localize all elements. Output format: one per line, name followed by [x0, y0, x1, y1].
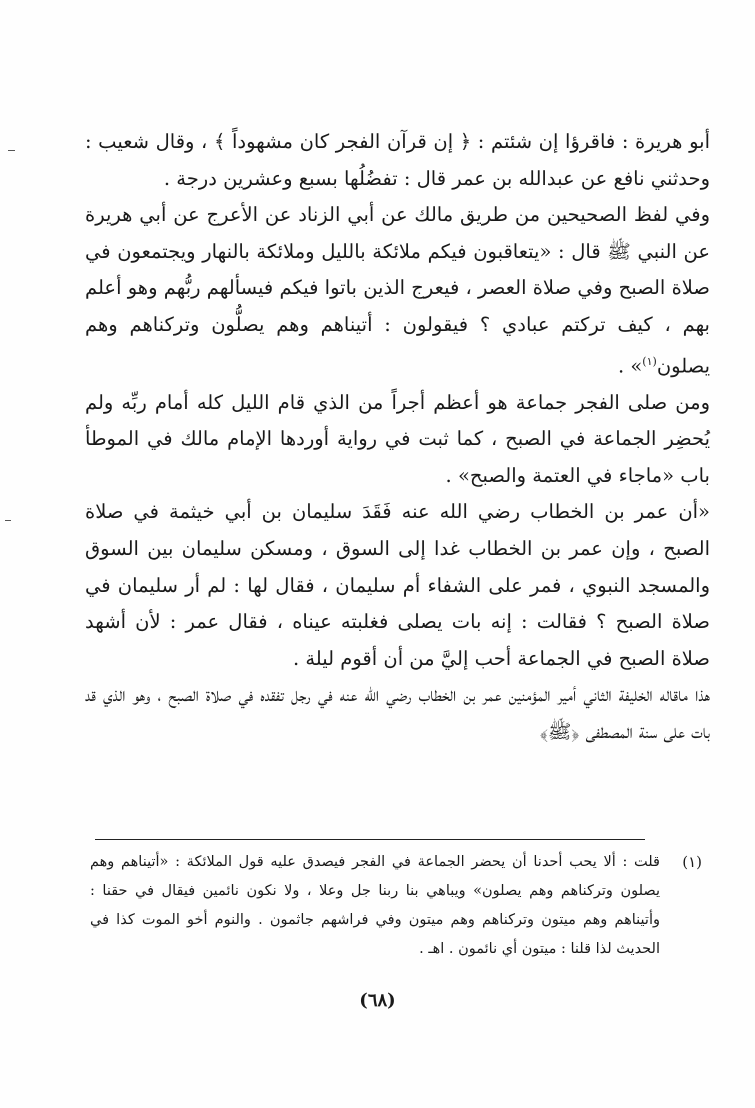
page-number: (٦٨) [359, 990, 396, 1011]
paragraph-4: «أن عمر بن الخطاب رضي الله عنه فَقَدَ سليمان بن أبي خيثمة في صلاة الصبح ، وإن عمر بن الخطاب غدا إلى السوق ، ومسكن سليمان بين السوق والمسجد النبوي ، فمر على الشفاء أم سليمان ، فقال لها : لم أر سليمان في صلاة الصبح ؟ فقالت : إنه بات يصلى فغلبته عيناه ، فقال عمر : لأن أشهد صلاة الصبح في الجماعة أحب إليَّ من أن أقوم ليلة . [85, 500, 710, 670]
margin-tick [5, 520, 11, 521]
footnote-divider [95, 839, 645, 840]
paragraph-1: أبو هريرة : فاقرؤا إن شئتم : ﴿ إن قرآن الفجر كان مشهوداً ﴾ ، وقال شعيب : وحدثني نافع عن عبدالله بن عمر قال : تفضُلُها بسبع وعشرين درجة . [85, 130, 710, 190]
paragraph-3: ومن صلى الفجر جماعة هو أعظم أجراً من الذي قام الليل كله أمام ربِّه ولم يُحضِر الجماعة في الصبح ، كما ثبت في رواية أوردها الإمام مالك في الموطأ باب «ماجاء في العتمة والصبح» . [85, 390, 710, 487]
paragraph-5: هذا ماقاله الخليفة الثاني أمير المؤمنين عمر بن الخطاب رضي الله عنه في رجل تفقده في صلاة الصبح ، وهو الذي قد بات على سنة المصطفى ﴿ﷺ﴾ [85, 683, 710, 743]
footnote-marker: (١) [682, 853, 702, 871]
footnote-reference[interactable]: (١) [642, 354, 657, 368]
main-text [85, 124, 710, 751]
paragraph-2 [85, 197, 710, 384]
footnotes [90, 848, 702, 964]
margin-tick [8, 150, 15, 151]
footnote-text: قلت : ألا يحب أحدنا أن يحضر الجماعة في الفجر فيصدق عليه قول الملائكة : «أتيناهم وهم يصلون وتركناهم وهم يصلون» ويباهي بنا ربنا جل وعلا ، ولا نكون نائمين فيقال في حقنا : وأتيناهم وهم ميتون وتركناهم وهم ميتون وفي فراشهم جاثمون . والنوم أخو الموت كذا في الحديث لذا قلنا : ميتون أي نائمون . اهـ . [90, 854, 660, 957]
paragraph-2-end: » . [617, 354, 643, 378]
paragraph-2-text: وفي لفظ الصحيحين من طريق مالك عن أبي الزناد عن الأعرج عن أبي هريرة عن النبي ﷺ قال : «يتعاقبون فيكم ملائكة بالليل وملائكة بالنهار ويجتمعون في صلاة الصبح وفي صلاة العصر ، فيعرج الذين باتوا فيكم فيسألهم ربُّهم وهو أعلم بهم ، كيف تركتم عبادي ؟ فيقولون : أتيناهم وهم يصلُّون وتركناهم وهم يصلون [85, 203, 710, 378]
